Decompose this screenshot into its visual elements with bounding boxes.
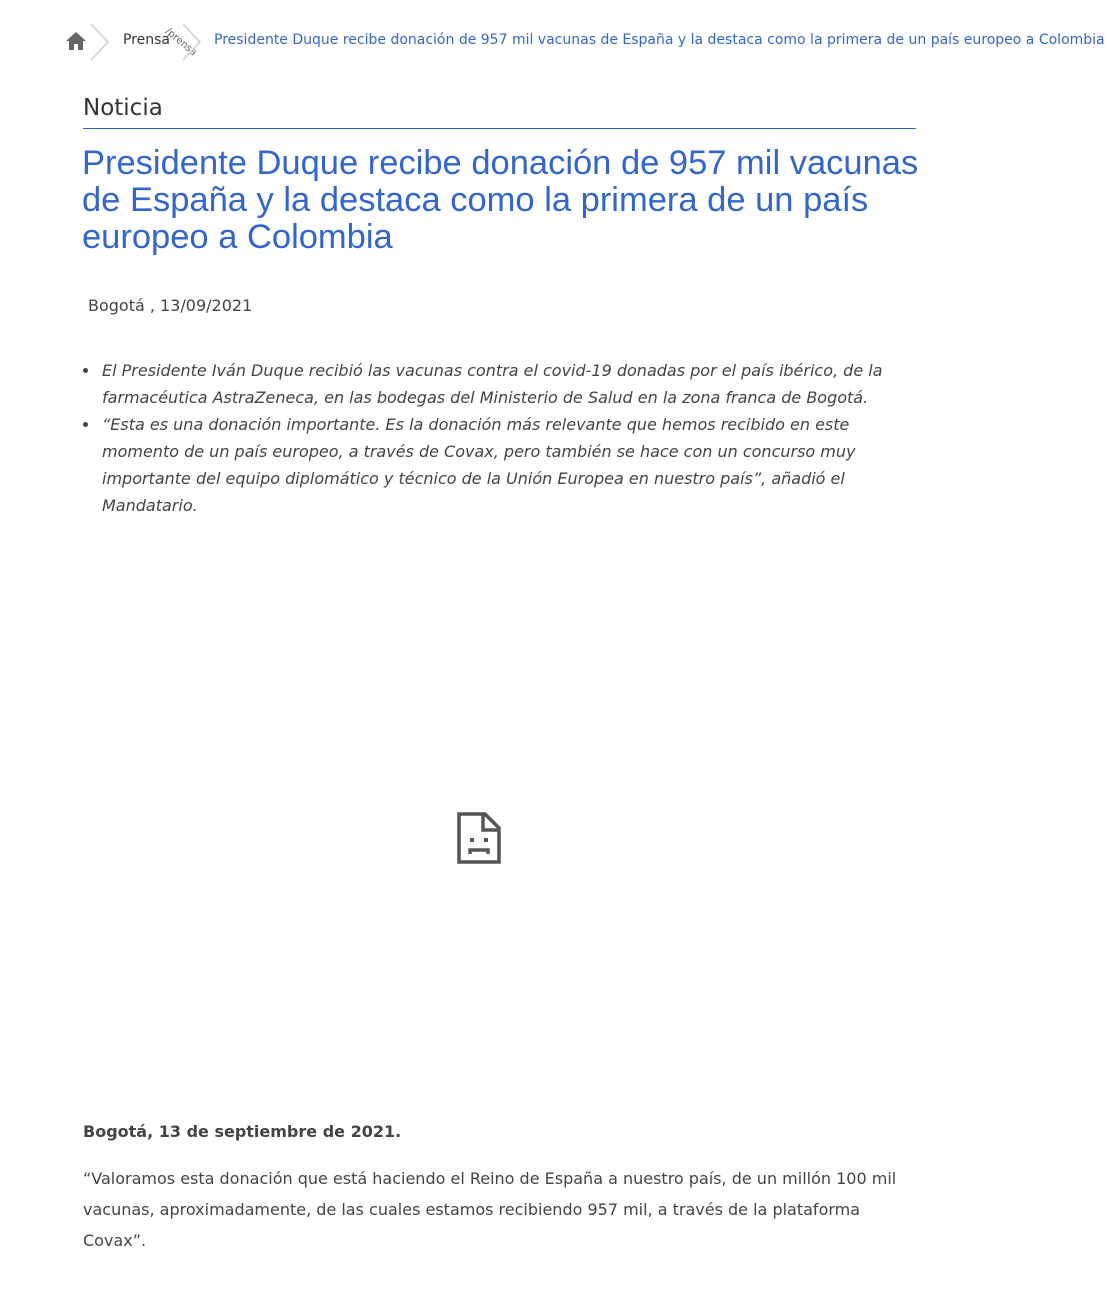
chevron-right-icon (88, 22, 112, 62)
summary-item (83, 357, 903, 411)
breadcrumb-link-prensa[interactable]: Prensa (123, 32, 171, 48)
breadcrumb-alt-text: /prensa (162, 26, 199, 59)
summary-item (83, 411, 903, 519)
section-label: Noticia (83, 95, 163, 121)
chevron-right-icon (180, 22, 204, 62)
dateline-bold: Bogotá, 13 de septiembre de 2021. (83, 1122, 402, 1141)
article-date: Bogotá , 13/09/2021 (88, 296, 253, 315)
bullet-dot (83, 368, 88, 373)
bullet-dot (83, 422, 88, 427)
breadcrumb-current[interactable]: Presidente Duque recibe donación de 957 mil vacunas de España y la destaca como la primera de un país europeo a Colombia (214, 32, 1105, 48)
body-paragraph: “Valoramos esta donación que está haciendo el Reino de España a nuestro país, de un millón 100 mil vacunas, aproximadamente, de las cuales estamos recibiendo 957 mil, a través de la plataforma Covax”. (83, 1169, 897, 1250)
home-icon[interactable] (65, 31, 87, 51)
broken-page-icon (455, 810, 503, 866)
article-title: Presidente Duque recibe donación de 957 mil vacunas de España y la destaca como la primera de un país europeo a Colombia (82, 144, 919, 256)
divider (83, 128, 916, 129)
summary-list (83, 357, 903, 519)
summary-text: El Presidente Iván Duque recibió las vacunas contra el covid-19 donadas por el país ibérico, de la farmacéutica AstraZeneca, en las bodegas del Ministerio de Salud en la zona franca de Bogotá. (102, 361, 883, 407)
summary-text: “Esta es una donación importante. Es la donación más relevante que hemos recibido en este momento de un país europeo, a través de Covax, pero también se hace con un concurso muy importante del equipo diplomático y técnico de la Unión Europea en nuestro país”, añadió el Mandatario. (102, 415, 856, 515)
breadcrumb (62, 22, 1105, 62)
